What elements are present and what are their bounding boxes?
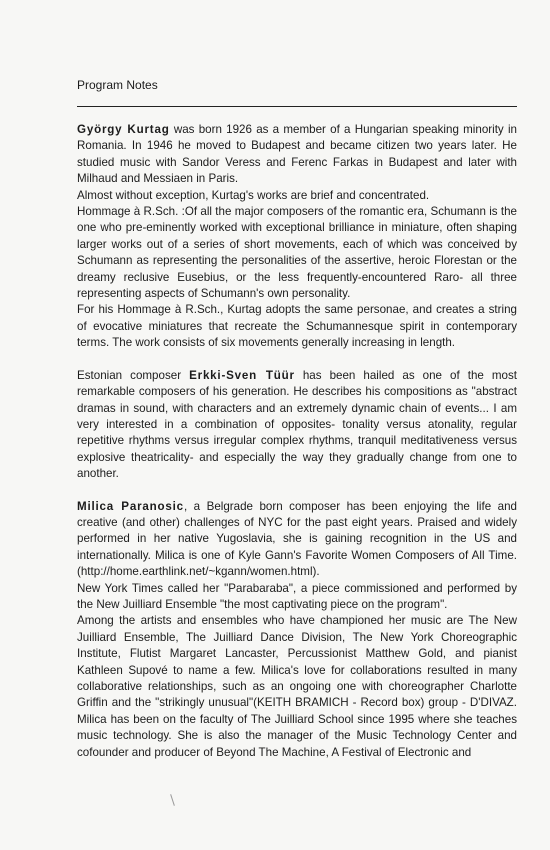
tuur-paragraph-1 bbox=[77, 368, 517, 483]
header-rule bbox=[77, 106, 517, 107]
paranosic-section bbox=[77, 499, 517, 762]
notes-body bbox=[77, 122, 517, 761]
kurtag-paragraph-2: Almost without exception, Kurtag's works are brief and concentrated. bbox=[77, 188, 430, 202]
tuur-section bbox=[77, 368, 517, 483]
section-gap bbox=[77, 483, 517, 499]
tuur-intro: Estonian composer bbox=[77, 368, 190, 382]
kurtag-section bbox=[77, 122, 517, 352]
kurtag-bio: was born 1926 as a member of a Hungarian speaking minority in Romania. In 1946 he moved to Budapest and became citizen two years later. He studied music with Sandor Veress and Ferenc Farkas in Budapest and later with Milhaud and Messiaen in Paris. bbox=[77, 123, 517, 186]
composer-name-tuur: Erkki-Sven Tüür bbox=[189, 368, 295, 382]
pencil-mark bbox=[170, 794, 175, 806]
paranosic-bio: , a Belgrade born composer has been enjoying the life and creative (and other) challenges of NYC for the past eight years. Praised and widely performed in her native Yugoslavia, she is gaining recognition in the US and internationally. Milica is one of Kyle Gann's Favorite Women Composers of All Time. (http://home.earthlink.net/~kgann/women.html). bbox=[77, 499, 517, 579]
paranosic-paragraph-3: Among the artists and ensembles who have championed her music are The New Juilliard Ensemble, The Juilliard Dance Division, The New York Choreographic Institute, Flutist Margaret Lancaster, Percussionist Matthew Gold, and pianist Kathleen Supové to name a few. Milica's love for collaborations resulted in many collaborative relationships, such as an ongoing one with choreographer Charlotte Griffin and the "strikingly unusual"(KEITH BRAMICH - Record box) group - D'DIVAZ. Milica has been on the faculty of The Juilliard School since 1995 where she teaches music technology. She is also the manager of the Music Technology Center and cofounder and producer of Beyond The Machine, A Festival of Electronic and bbox=[77, 614, 517, 759]
composer-name-paranosic: Milica Paranosic bbox=[77, 499, 184, 513]
page-header: Program Notes bbox=[77, 78, 158, 92]
section-gap bbox=[77, 352, 517, 368]
tuur-bio: has been hailed as one of the most remarkable composers of his generation. He describes his compositions as "abstract dramas in sound, with characters and an extremely dynamic chain of events... I am very interested in a combination of opposites- tonality versus atonality, regular repetitive rhythms versus irregular complex rhythms, tranquil meditativeness versus explosive theatricality- and especially the way they gradually change from one to another. bbox=[77, 368, 517, 481]
composer-name-kurtag: György Kurtag bbox=[77, 123, 170, 136]
kurtag-paragraph-4: For his Hommage à R.Sch., Kurtag adopts the same personae, and creates a string of evocative miniatures that recreate the Schumannesque spirit in contemporary terms. The work consists of six movements generally increasing in length. bbox=[77, 303, 517, 350]
paranosic-paragraph-1 bbox=[77, 499, 517, 581]
kurtag-paragraph-1 bbox=[77, 122, 517, 188]
paranosic-paragraph-2: New York Times called her "Parabaraba", a piece commissioned and performed by the New Juilliard Ensemble "the most captivating piece on the program". bbox=[77, 581, 517, 611]
kurtag-paragraph-3: Hommage à R.Sch. :Of all the major composers of the romantic era, Schumann is the one who pre-eminently worked with exceptional brilliance in miniature, often shaping larger works out of a series of short movements, each of which was conceived by Schumann as representing the personalities of the assertive, heroic Florestan or the dreamy reclusive Eusebius, or the less frequently-encountered Raro- all three representing aspects of Schumann's own personality. bbox=[77, 205, 517, 301]
